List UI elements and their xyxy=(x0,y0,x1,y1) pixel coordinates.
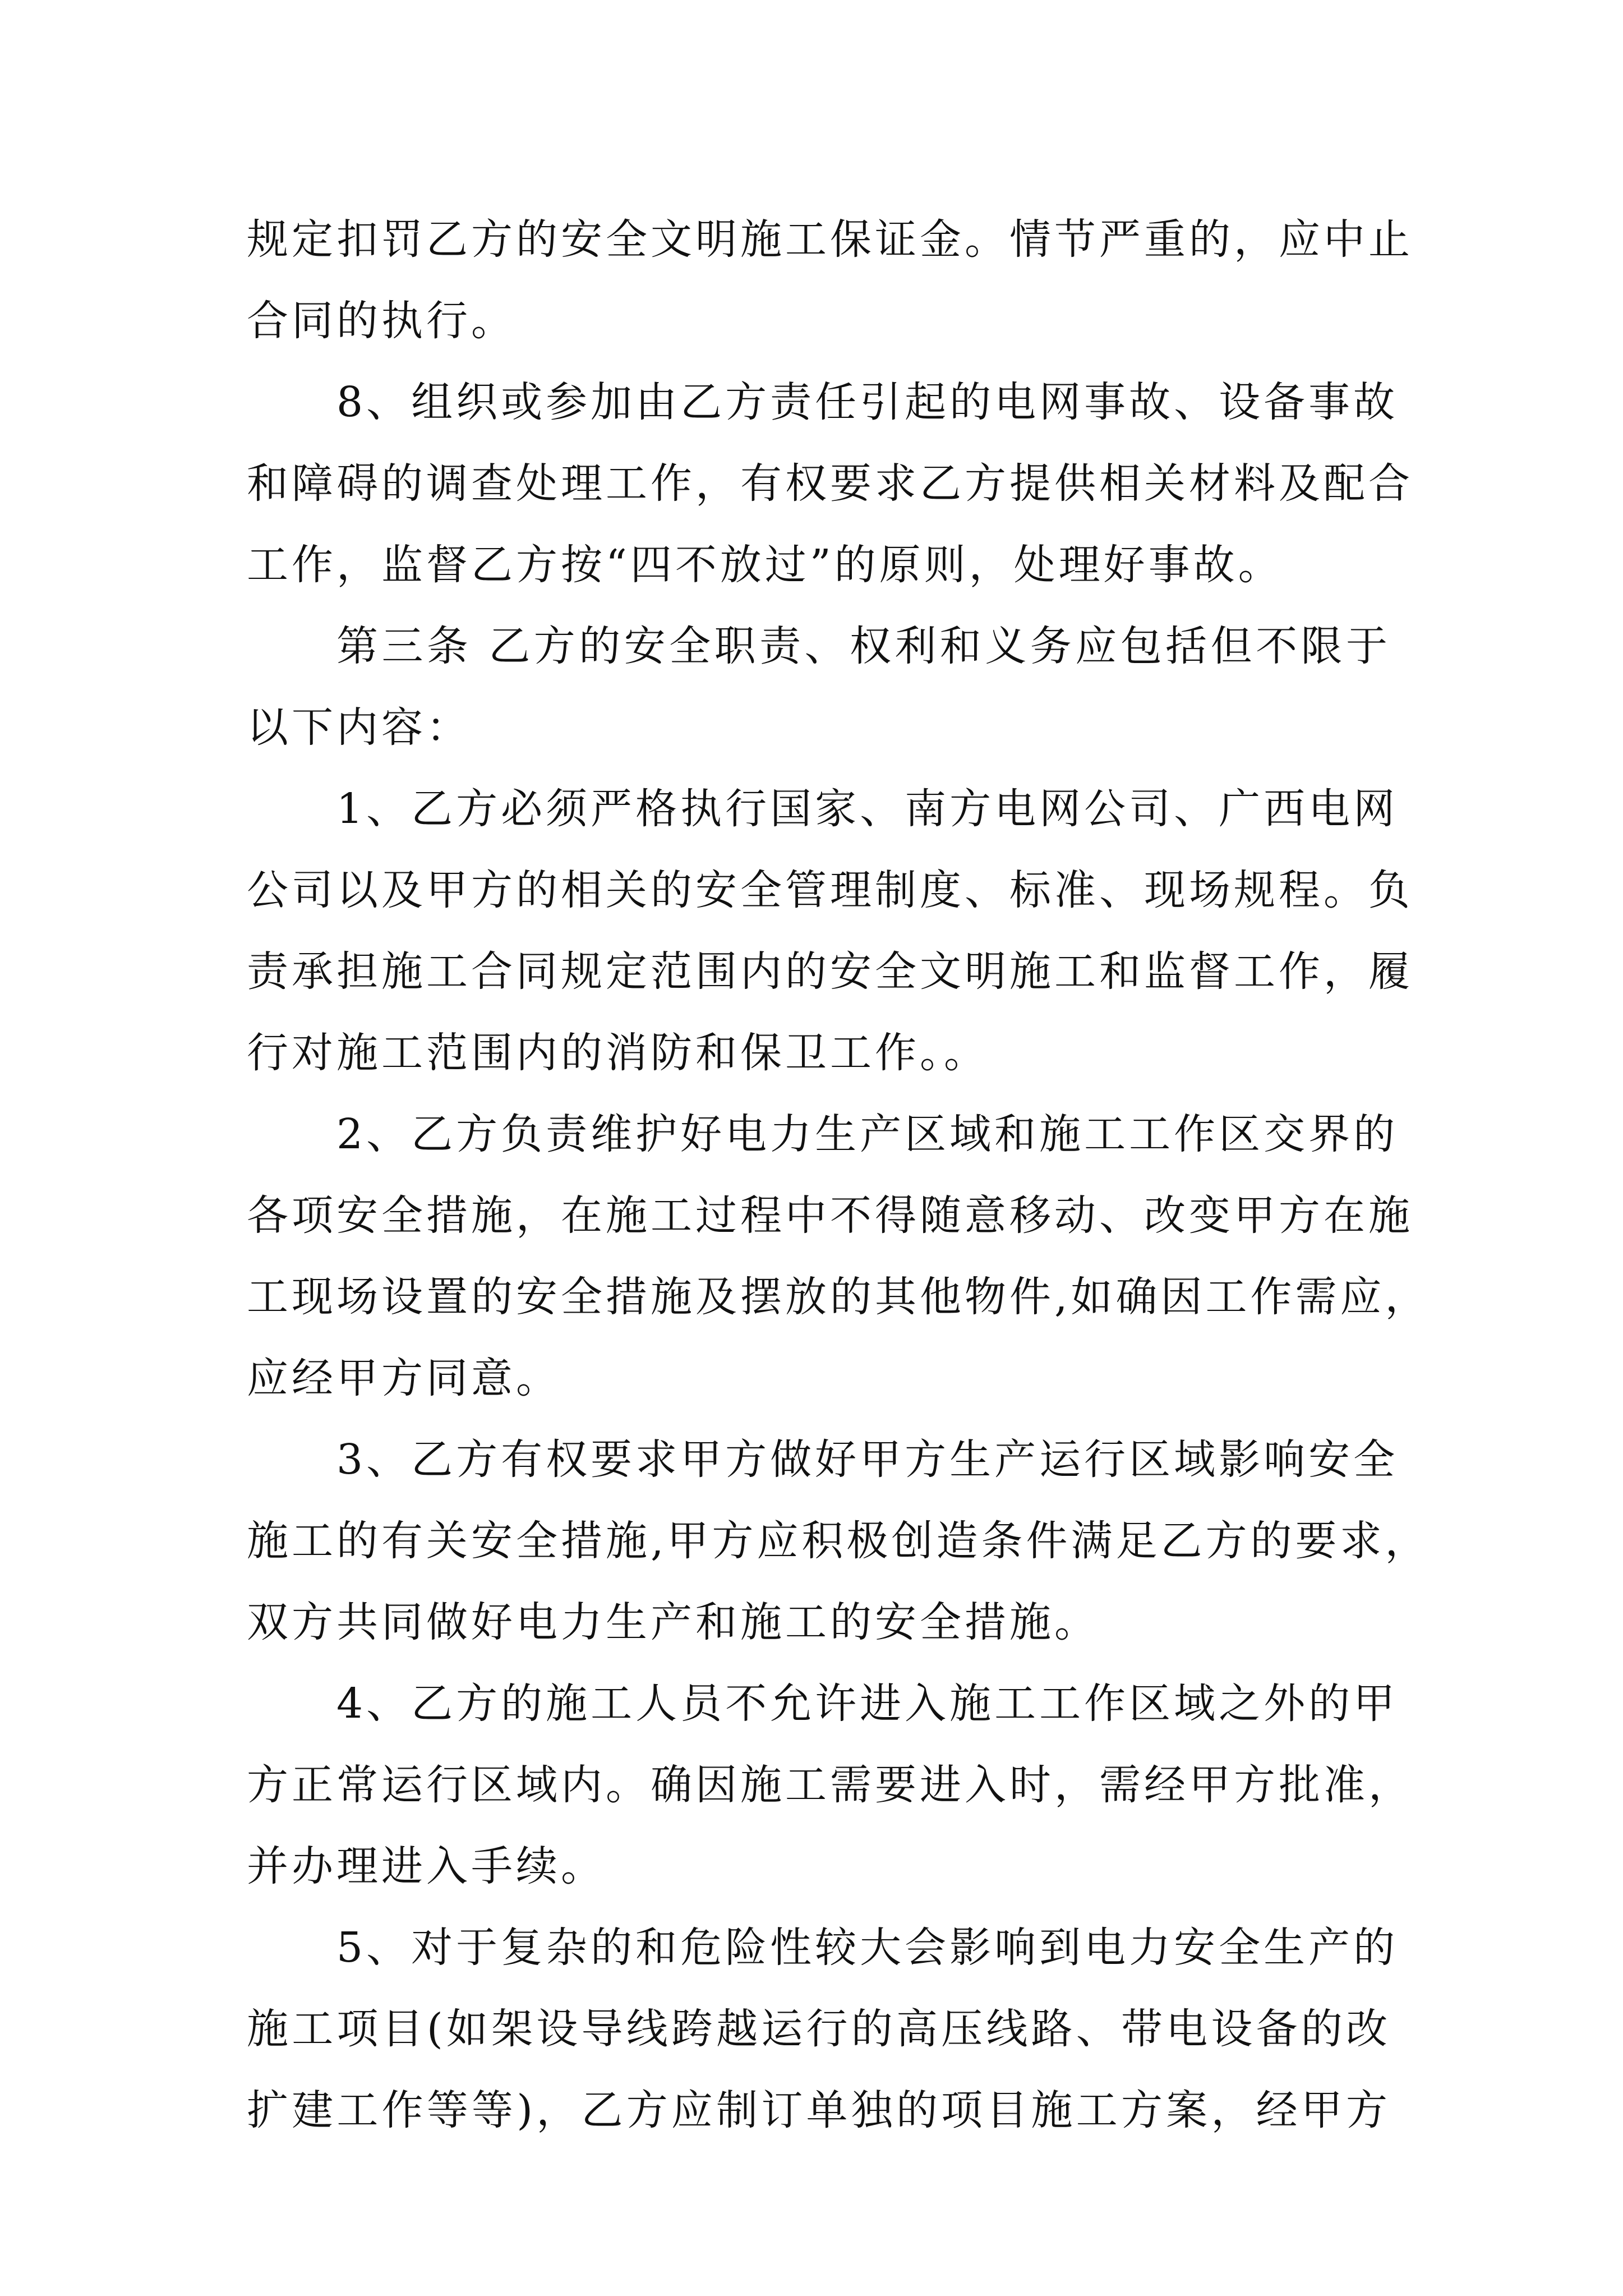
text-line: 第三条 乙方的安全职责、权利和义务应包括但不限于 xyxy=(336,622,1391,670)
text-line: 各项安全措施，在施工过程中不得随意移动、改变甲方在施 xyxy=(247,1191,1413,1240)
text-line: 责承担施工合同规定范围内的安全文明施工和监督工作，履 xyxy=(247,947,1413,996)
text-line: 5、对于复杂的和危险性较大会影响到电力安全生产的 xyxy=(336,1924,1399,1972)
text-line: 扩建工作等等)，乙方应制订单独的项目施工方案，经甲方 xyxy=(247,2086,1391,2134)
text-line: 以下内容： xyxy=(247,703,471,752)
text-line: 方正常运行区域内。确因施工需要进入时，需经甲方批准， xyxy=(247,1761,1413,1809)
text-line: 工作，监督乙方按“四不放过”的原则，处理好事故。 xyxy=(247,541,1283,589)
document-body xyxy=(247,199,1430,2151)
text-line: 施工项目(如架设导线跨越运行的高压线路、带电设备的改 xyxy=(247,2005,1391,2053)
text-line: 2、乙方负责维护好电力生产区域和施工工作区交界的 xyxy=(336,1110,1399,1158)
text-line: 合同的执行。 xyxy=(247,297,516,345)
text-line: 8、组织或参加由乙方责任引起的电网事故、设备事故 xyxy=(336,378,1399,426)
text-line: 规定扣罚乙方的安全文明施工保证金。情节严重的，应中止 xyxy=(247,215,1413,264)
text-line: 4、乙方的施工人员不允许进入施工工作区域之外的甲 xyxy=(336,1680,1399,1728)
text-line: 双方共同做好电力生产和施工的安全措施。 xyxy=(247,1598,1099,1646)
text-line: 公司以及甲方的相关的安全管理制度、标准、现场规程。负 xyxy=(247,866,1413,914)
text-line: 工现场设置的安全措施及摆放的其他物件,如确因工作需应， xyxy=(247,1273,1430,1321)
text-line: 和障碍的调查处理工作，有权要求乙方提供相关材料及配合 xyxy=(247,459,1413,508)
text-line: 3、乙方有权要求甲方做好甲方生产运行区域影响安全 xyxy=(336,1435,1399,1484)
text-line: 施工的有关安全措施,甲方应积极创造条件满足乙方的要求， xyxy=(247,1517,1430,1565)
text-line: 并办理进入手续。 xyxy=(247,1842,606,1890)
text-line: 行对施工范围内的消防和保卫工作。。 xyxy=(247,1029,989,1077)
text-line: 应经甲方同意。 xyxy=(247,1354,561,1402)
text-line: 1、乙方必须严格执行国家、南方电网公司、广西电网 xyxy=(336,785,1399,833)
